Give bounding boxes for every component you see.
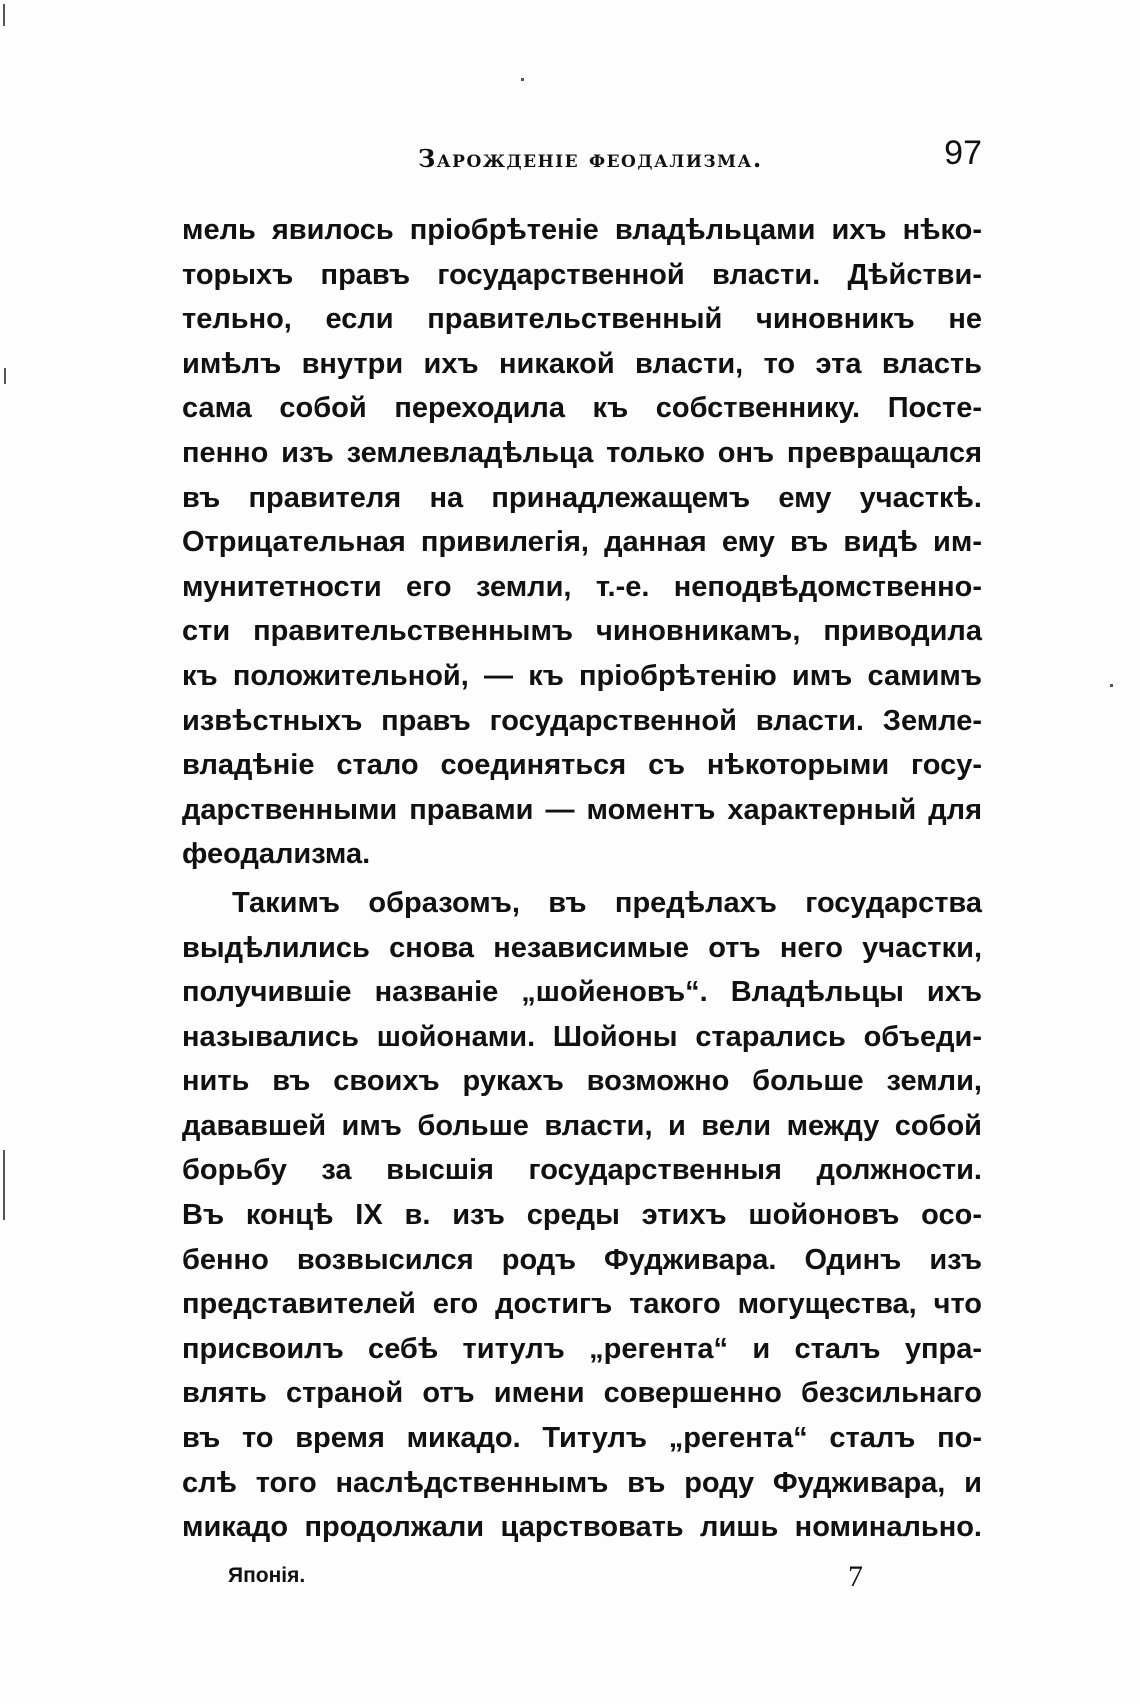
text-line: дававшей имъ больше власти, и вели между собой <box>182 1109 982 1142</box>
text-line: владѣніе стало соединяться съ нѣкоторыми госу- <box>182 749 982 782</box>
text-line: Въ концѣ IX в. изъ среды этихъ шойоновъ осо- <box>182 1199 982 1232</box>
text-line: имѣлъ внутри ихъ никакой власти, то эта власть <box>182 347 982 380</box>
text-line: пенно изъ землевладѣльца только онъ превращался <box>182 436 982 469</box>
text-line: мунитетности его земли, т.-е. неподвѣдомственно- <box>182 570 982 603</box>
text-line: феодализма. <box>182 838 371 871</box>
text-line: извѣстныхъ правъ государственной власти. Земле- <box>182 704 982 737</box>
body-text <box>182 208 982 1550</box>
text-line: присвоилъ себѣ титулъ „регента“ и сталъ упра- <box>182 1332 982 1365</box>
text-line: микадо продолжали царствовать лишь номинально. <box>182 1511 982 1544</box>
signature-mark: Японія. <box>228 1564 306 1587</box>
text-line: слѣ того наслѣдственнымъ въ роду Фудживара, и <box>182 1466 982 1499</box>
text-line: Отрицательная привилегія, данная ему въ видѣ им- <box>182 526 982 559</box>
text-line: нить въ своихъ рукахъ возможно больше земли, <box>182 1065 982 1098</box>
text-line: мель явилось пріобрѣтеніе владѣльцами ихъ нѣко- <box>182 214 982 246</box>
edge-mark <box>1110 684 1113 687</box>
page-footer <box>228 1560 868 1600</box>
sheet-number: 7 <box>848 1560 863 1593</box>
paragraph <box>182 208 982 877</box>
text-line: дарственными правами — моментъ характерный для <box>182 793 982 826</box>
page-header <box>182 132 982 192</box>
text-line: въ правителя на принадлежащемъ ему участкѣ. <box>182 481 982 514</box>
text-line: къ положительной, — къ пріобрѣтенію имъ самимъ <box>182 659 982 692</box>
text-line: выдѣлились снова независимые отъ него участки, <box>182 931 982 964</box>
text-line: Такимъ образомъ, въ предѣлахъ государства <box>232 886 982 919</box>
text-line: бенно возвысился родъ Фудживара. Одинъ изъ <box>182 1243 982 1276</box>
text-line: назывались шойонами. Шойоны старались объеди- <box>182 1020 982 1053</box>
text-line: тельно, если правительственный чиновникъ не <box>182 303 982 336</box>
text-line: представителей его достигъ такого могущества, что <box>182 1288 982 1321</box>
text-line: сти правительственнымъ чиновникамъ, приводила <box>182 615 982 648</box>
paragraph <box>182 881 982 1550</box>
text-line: сама собой переходила къ собственнику. Посте- <box>182 392 982 425</box>
running-title: Зарожденіе феодализма. <box>418 144 763 173</box>
edge-mark <box>521 78 524 81</box>
page-number: 97 <box>944 134 982 172</box>
text-line: въ то время микадо. Титулъ „регента“ сталъ по- <box>182 1422 982 1455</box>
edge-mark <box>3 4 5 26</box>
edge-mark <box>3 1150 5 1220</box>
text-line: торыхъ правъ государственной власти. Дѣйстви- <box>182 258 982 291</box>
edge-mark <box>4 368 6 384</box>
text-line: влять страной отъ имени совершенно безсильнаго <box>182 1377 982 1410</box>
text-line: получившіе названіе „шойеновъ“. Владѣльцы ихъ <box>182 976 982 1009</box>
text-line: борьбу за высшія государственныя должности. <box>182 1154 982 1187</box>
